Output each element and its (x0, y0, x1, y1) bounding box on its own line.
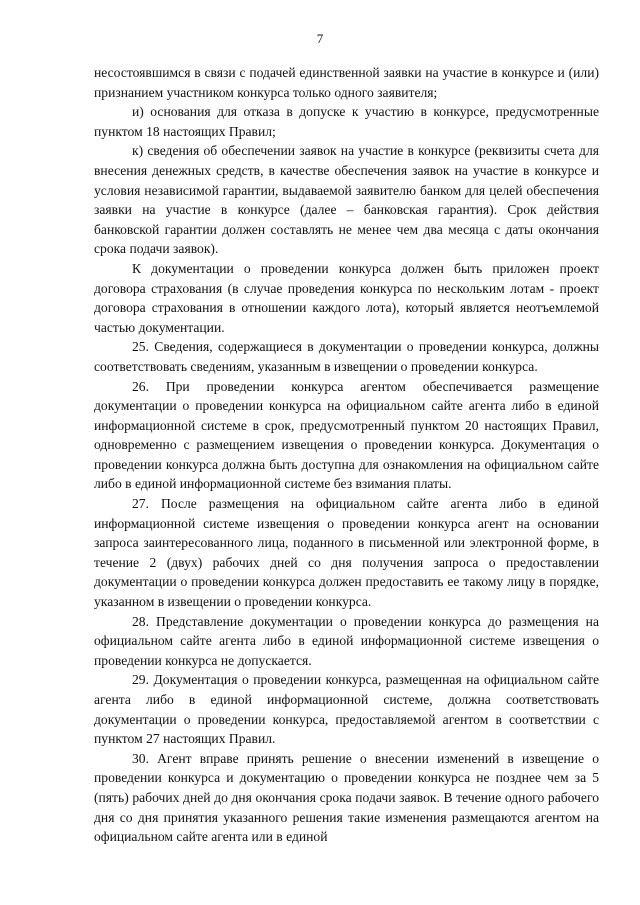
paragraph-continuation: несостоявшимся в связи с подачей единственной заявки на участие в конкурсе и (или) признанием участником конкурса только одного заявителя; (94, 65, 599, 100)
page-number: 7 (316, 31, 324, 46)
paragraph-29: 29. Документация о проведении конкурса, размещенная на официальном сайте агента либо в единой информационной системе, должна соответствовать документации о проведении конкурса, предоставляемой агентом в соответствии с пунктом 27 настоящих Правил. (94, 672, 599, 747)
paragraph-26: 26. При проведении конкурса агентом обеспечивается размещение документации о проведении конкурса на официальном сайте агента либо в единой информационной системе в срок, предусмотренный пунктом 20 настоящих Правил, одновременно с размещением извещения о проведении конкурса. Документация о проведении конкурса должна быть доступна для ознакомления на официальном сайте либо в единой информационной системе без взимания платы. (94, 378, 599, 492)
paragraph-27: 27. После размещения на официальном сайте агента либо в единой информационной системе извещения о проведении конкурса агент на основании запроса заинтересованного лица, поданного в письменной или электронной форме, в течение 2 (двух) рабочих дней со дня получения запроса о предоставлении документации о проведении конкурса должен предоставить ее такому лицу в порядке, указанном в извещении о проведении конкурса. (94, 496, 599, 610)
paragraph-item-i: и) основания для отказа в допуске к участию в конкурсе, предусмотренные пунктом 18 настоящих Правил; (94, 104, 599, 139)
paragraph-insurance-contract: К документации о проведении конкурса должен быть приложен проект договора страхования (в случае проведения конкурса по нескольким лотам - проект договора страхования в отношении каждого лота), который является неотъемлемой частью документации. (94, 260, 599, 335)
document-body (94, 63, 599, 847)
paragraph-30: 30. Агент вправе принять решение о внесении изменений в извещение о проведении конкурса и документацию о проведении конкурса не позднее чем за 5 (пять) рабочих дней до дня окончания срока подачи заявок. В течение одного рабочего дня со дня принятия указанного решения такие изменения размещаются агентом на официальном сайте агента или в единой (94, 750, 599, 845)
paragraph-25: 25. Сведения, содержащиеся в документации о проведении конкурса, должны соответствовать сведениям, указанным в извещении о проведении конкурса. (94, 339, 599, 374)
paragraph-28: 28. Представление документации о проведении конкурса до размещения на официальном сайте агента либо в единой информационной системе извещения о проведении конкурса не допускается. (94, 613, 599, 668)
paragraph-item-k: к) сведения об обеспечении заявок на участие в конкурсе (реквизиты счета для внесения денежных средств, в качестве обеспечения заявок на участие в конкурсе и условия независимой гарантии, выдаваемой заявителю банком для целей обеспечения заявки на участие в конкурсе (далее – банковская гарантия). Срок действия банковской гарантии должен составлять не менее чем два месяца с даты окончания срока подачи заявок). (94, 143, 599, 257)
